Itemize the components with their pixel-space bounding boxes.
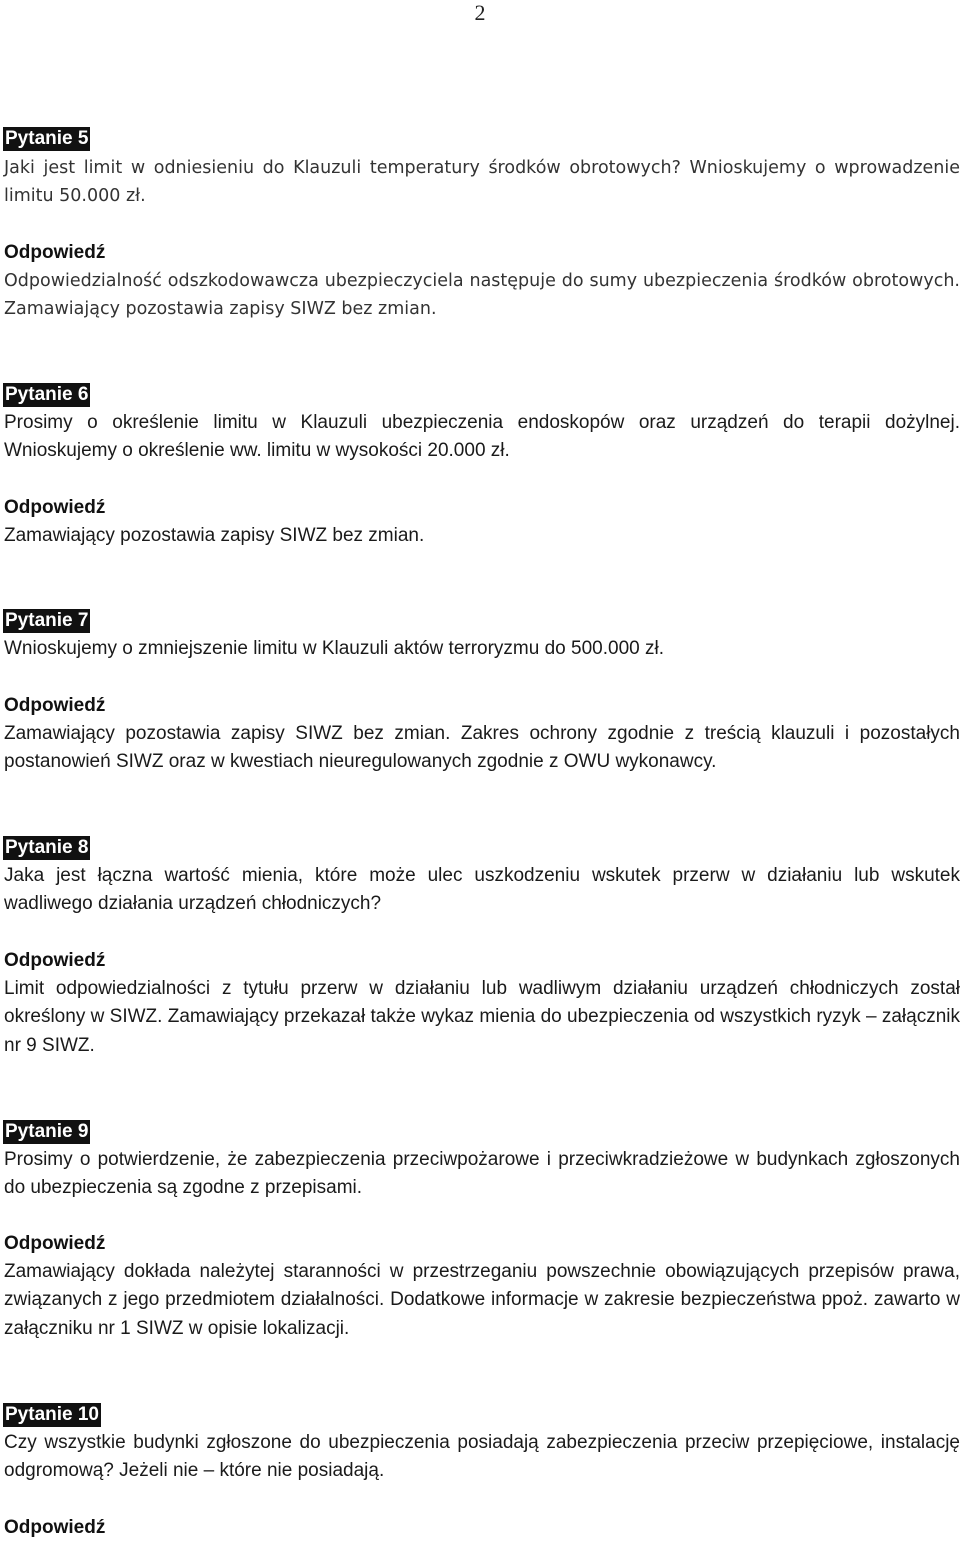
answer-10-label: Odpowiedź xyxy=(4,1517,106,1538)
question-5-label: Pytanie 5 xyxy=(5,128,89,149)
answer-5-text: Odpowiedzialność odszkodowawcza ubezpieczyciela następuje do sumy ubezpieczenia środków obrotowych. Zamawiający pozostawia zapisy SIWZ bez zmian. xyxy=(4,271,960,320)
answer-5-label: Odpowiedź xyxy=(4,242,106,263)
answer-6-text: Zamawiający pozostawia zapisy SIWZ bez zmian. xyxy=(4,525,425,546)
answer-9-text: Zamawiający dokłada należytej staranności w przestrzeganiu powszechnie obowiązujących przepisów prawa, związanych z jego przedmiotem działalności. Dodatkowe informacje w zakresie bezpieczeństwa ppoż. zawarto w załączniku nr 1 SIWZ w opisie lokalizacji. xyxy=(4,1261,960,1339)
question-8-text: Jaka jest łączna wartość mienia, które może ulec uszkodzeniu wskutek przerw w działaniu lub wskutek wadliwego działania urządzeń chłodniczych? xyxy=(4,865,960,915)
answer-7-label: Odpowiedź xyxy=(4,695,106,716)
answer-9-label: Odpowiedź xyxy=(4,1233,106,1254)
question-9-label: Pytanie 9 xyxy=(5,1121,89,1142)
question-7-text: Wnioskujemy o zmniejszenie limitu w Klauzuli aktów terroryzmu do 500.000 zł. xyxy=(4,638,664,659)
question-6-label: Pytanie 6 xyxy=(5,384,89,405)
question-10-label: Pytanie 10 xyxy=(5,1404,99,1425)
question-6-text: Prosimy o określenie limitu w Klauzuli ubezpieczenia endoskopów oraz urządzeń do terapii dożylnej. Wnioskujemy o określenie ww. limitu w wysokości 20.000 zł. xyxy=(4,412,960,462)
question-9-text: Prosimy o potwierdzenie, że zabezpieczenia przeciwpożarowe i przeciwkradzieżowe w budynkach zgłoszonych do ubezpieczenia są zgodne z przepisami. xyxy=(4,1149,960,1199)
answer-6-label: Odpowiedź xyxy=(4,497,106,518)
question-7-label: Pytanie 7 xyxy=(5,610,89,631)
question-8-label: Pytanie 8 xyxy=(5,837,89,858)
question-5-text: Jaki jest limit w odniesieniu do Klauzuli temperatury środków obrotowych? Wnioskujemy o wprowadzenie limitu 50.000 zł. xyxy=(4,158,960,207)
answer-7-text: Zamawiający pozostawia zapisy SIWZ bez zmian. Zakres ochrony zgodnie z treścią klauzuli i pozostałych postanowień SIWZ oraz w kwestiach nieuregulowanych zgodnie z OWU wykonawcy. xyxy=(4,723,960,773)
answer-8-text: Limit odpowiedzialności z tytułu przerw w działaniu lub wadliwym działaniu urządzeń chłodniczych został określony w SIWZ. Zamawiający przekazał także wykaz mienia do ubezpieczenia od wszystkich ryzyk – załącznik nr 9 SIWZ. xyxy=(4,978,960,1056)
question-10-text: Czy wszystkie budynki zgłoszone do ubezpieczenia posiadają zabezpieczenia przeciw przepięciowe, instalację odgromową? Jeżeli nie – które nie posiadają. xyxy=(4,1432,960,1482)
page-number: 2 xyxy=(474,0,486,25)
answer-8-label: Odpowiedź xyxy=(4,950,106,971)
